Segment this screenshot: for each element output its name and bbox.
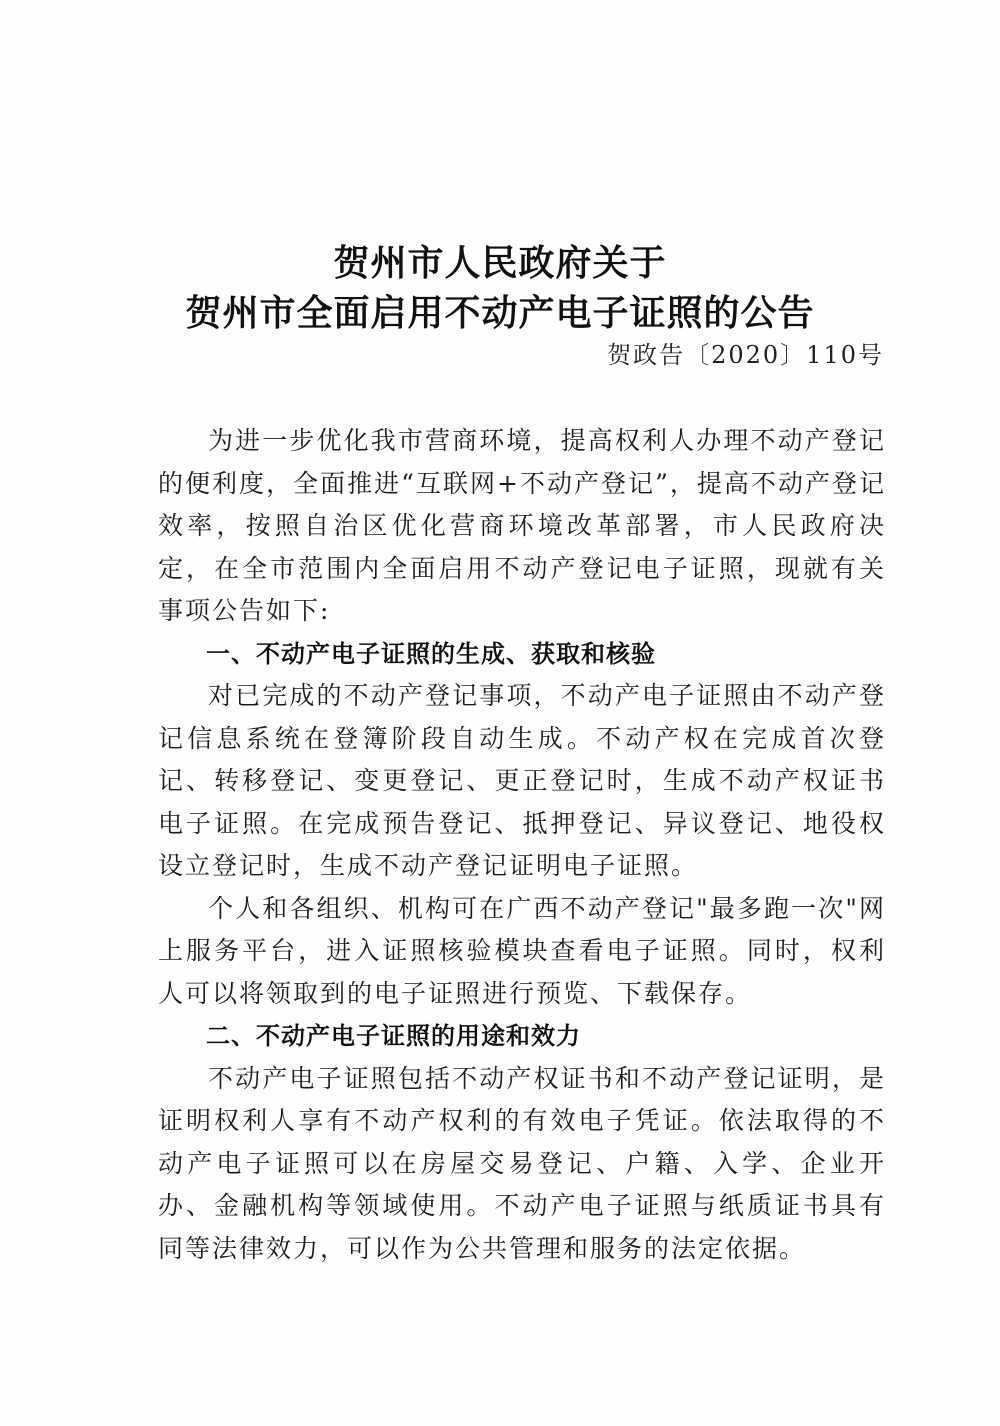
section-2-paragraph-1: 不动产电子证照包括不动产权证书和不动产登记证明，是证明权利人享有不动产权利的有效电子凭证。依法取得的不动产电子证照可以在房屋交易登记、户籍、入学、企业开办、金融机构等领域使用。不动产电子证照与纸质证书具有同等法律效力，可以作为公共管理和服务的法定依据。 bbox=[158, 1063, 886, 1263]
section-heading-2: 二、不动产电子证照的用途和效力 bbox=[206, 1022, 581, 1050]
intro-paragraph: 为进一步优化我市营商环境，提高权利人办理不动产登记的便利度，全面推进“互联网+不动产登记”，提高不动产登记效率，按照自治区优化营商环境改革部署，市人民政府决定，在全市范围内全面启用不动产登记电子证照，现就有关事项公告如下: bbox=[158, 426, 886, 625]
title-line-1: 贺州市人民政府关于 bbox=[333, 242, 667, 284]
document-title bbox=[0, 238, 1000, 338]
section-1-paragraph-2: 个人和各组织、机构可在广西不动产登记"最多跑一次"网上服务平台，进入证照核验模块查看电子证照。同时，权利人可以将领取到的电子证照进行预览、下载保存。 bbox=[158, 893, 886, 1008]
section-1-paragraph-1: 对已完成的不动产登记事项，不动产电子证照由不动产登记信息系统在登簿阶段自动生成。不动产权在完成首次登记、转移登记、变更登记、更正登记时，生成不动产权证书电子证照。在完成预告登记、抵押登记、异议登记、地役权设立登记时，生成不动产登记证明电子证照。 bbox=[158, 681, 886, 880]
section-heading-1: 一、不动产电子证照的生成、获取和核验 bbox=[206, 639, 656, 668]
title-line-2: 贺州市全面启用不动产电子证照的公告 bbox=[185, 292, 815, 334]
document-body bbox=[158, 420, 886, 1270]
document-number: 贺政告〔2020〕110号 bbox=[607, 341, 884, 369]
